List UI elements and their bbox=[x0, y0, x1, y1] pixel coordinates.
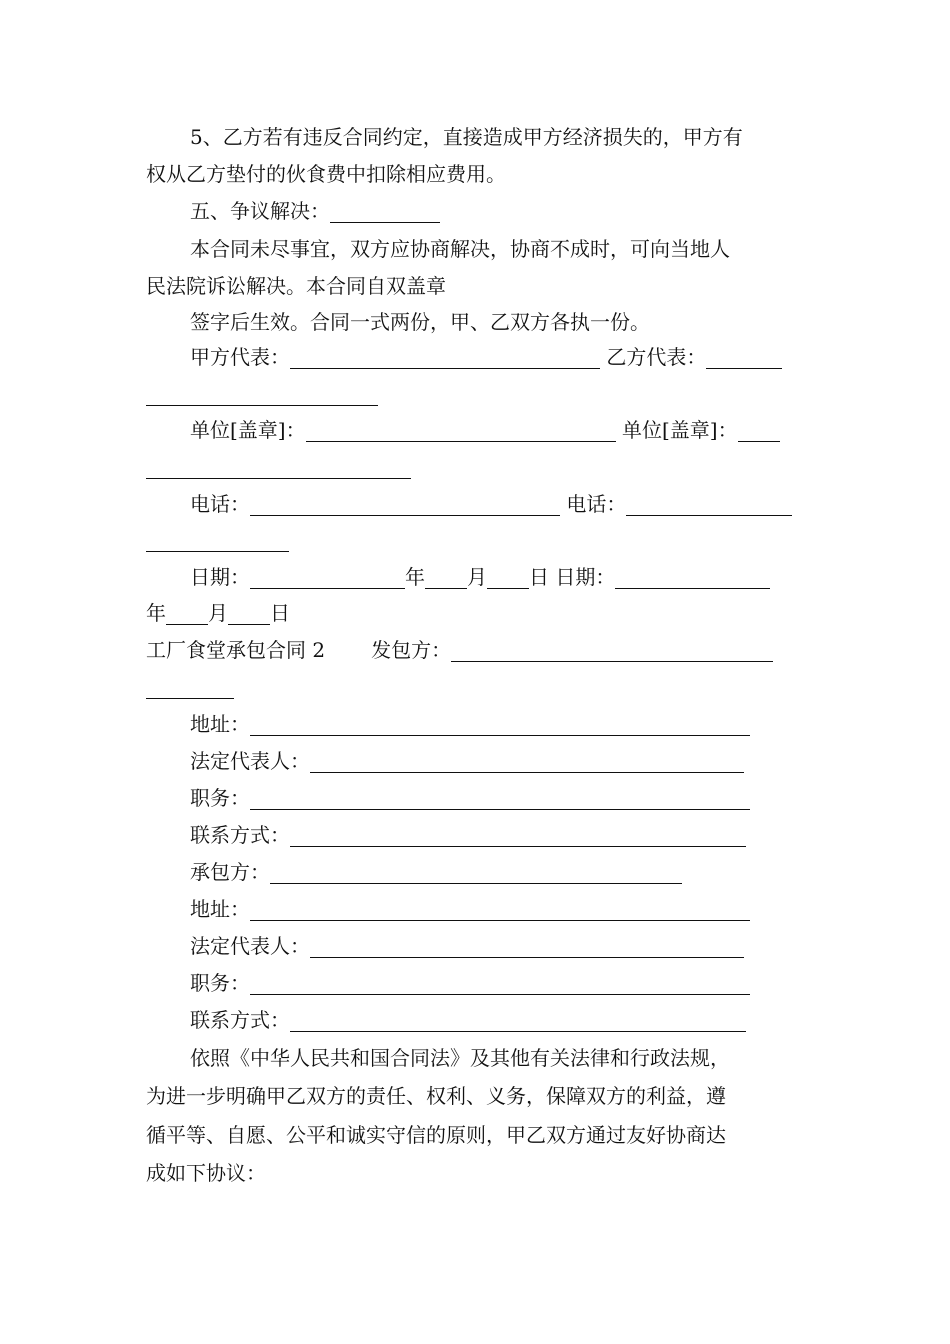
issuer-position-line bbox=[190, 780, 806, 817]
party-b-seal-label: 单位[盖章]： bbox=[621, 418, 738, 442]
contractor-position-label: 职务： bbox=[190, 971, 250, 995]
issuer-address-blank[interactable] bbox=[250, 711, 750, 736]
basis-line-2: 为进一步明确甲乙双方的责任、权利、义务，保障双方的利益，遵 bbox=[146, 1084, 726, 1108]
date-line bbox=[190, 559, 806, 596]
party-a-year-label: 年 bbox=[405, 565, 425, 589]
party-b-month-blank[interactable] bbox=[166, 600, 208, 625]
party-a-day-blank[interactable] bbox=[487, 564, 529, 589]
party-b-phone-blank-cont[interactable] bbox=[146, 527, 289, 552]
party-a-month-label: 月 bbox=[467, 565, 487, 589]
party-b-rep-blank-cont[interactable] bbox=[146, 381, 378, 406]
party-b-phone-blank[interactable] bbox=[626, 491, 792, 516]
seal-line-cont bbox=[146, 449, 806, 486]
issuer-label: 发包方： bbox=[371, 638, 452, 662]
party-a-day-label: 日 bbox=[529, 565, 549, 589]
representatives-line bbox=[190, 339, 806, 376]
contract-2-title-line bbox=[146, 632, 806, 669]
basis-line-4: 成如下协议： bbox=[146, 1161, 266, 1185]
contractor-address-label: 地址： bbox=[190, 897, 250, 921]
issuer-line-cont bbox=[146, 669, 806, 706]
party-b-rep-blank[interactable] bbox=[706, 344, 782, 369]
date-line-cont bbox=[146, 595, 806, 632]
issuer-position-blank[interactable] bbox=[250, 785, 750, 810]
issuer-address-line bbox=[190, 706, 806, 743]
party-b-month-label: 月 bbox=[208, 601, 228, 625]
dispute-blank[interactable] bbox=[330, 198, 440, 223]
phone-line bbox=[190, 486, 806, 523]
party-a-month-blank[interactable] bbox=[425, 564, 467, 589]
party-b-year-label: 年 bbox=[146, 601, 166, 625]
contractor-address-blank[interactable] bbox=[250, 896, 750, 921]
dispute-line-2: 民法院诉讼解决。本合同自双盖章 bbox=[146, 274, 446, 298]
party-b-seal-blank-cont[interactable] bbox=[146, 454, 411, 479]
party-b-date-label: 日期： bbox=[555, 565, 616, 589]
issuer-legal-rep-label: 法定代表人： bbox=[190, 749, 310, 773]
seal-line bbox=[190, 412, 806, 449]
party-a-seal-label: 单位[盖章]： bbox=[190, 418, 306, 442]
representatives-line-cont bbox=[146, 376, 806, 413]
party-b-rep-label: 乙方代表： bbox=[606, 345, 707, 369]
party-a-phone-label: 电话： bbox=[190, 492, 250, 516]
basis-line-1: 依照《中华人民共和国合同法》及其他有关法律和行政法规， bbox=[190, 1046, 730, 1070]
issuer-address-label: 地址： bbox=[190, 712, 250, 736]
contract-2-title: 工厂食堂承包合同 2 bbox=[146, 638, 326, 662]
contractor-position-line bbox=[190, 965, 806, 1002]
clause-5-line-2: 权从乙方垫付的伙食费中扣除相应费用。 bbox=[146, 162, 506, 186]
issuer-contact-blank[interactable] bbox=[290, 822, 746, 847]
contractor-contact-label: 联系方式： bbox=[190, 1008, 290, 1032]
party-b-day-blank[interactable] bbox=[228, 600, 270, 625]
party-b-seal-blank[interactable] bbox=[738, 417, 780, 442]
dispute-heading-line bbox=[190, 193, 806, 230]
contractor-legal-rep-line bbox=[190, 928, 806, 965]
issuer-blank-cont[interactable] bbox=[146, 674, 234, 699]
contractor-position-blank[interactable] bbox=[250, 970, 750, 995]
party-b-phone-label: 电话： bbox=[566, 492, 627, 516]
contractor-contact-line bbox=[190, 1002, 806, 1039]
party-a-year-blank[interactable] bbox=[250, 564, 405, 589]
party-b-day-label: 日 bbox=[270, 601, 290, 625]
contractor-line bbox=[190, 854, 806, 891]
party-a-phone-blank[interactable] bbox=[250, 491, 560, 516]
contractor-legal-rep-label: 法定代表人： bbox=[190, 934, 310, 958]
contractor-contact-blank[interactable] bbox=[290, 1007, 746, 1032]
contractor-label: 承包方： bbox=[190, 860, 270, 884]
issuer-position-label: 职务： bbox=[190, 786, 250, 810]
phone-line-cont bbox=[146, 522, 806, 559]
contractor-legal-rep-blank[interactable] bbox=[310, 933, 744, 958]
party-a-seal-blank[interactable] bbox=[306, 417, 616, 442]
party-a-rep-blank[interactable] bbox=[290, 344, 600, 369]
issuer-legal-rep-line bbox=[190, 743, 806, 780]
clause-5-line-1: 5、乙方若有违反合同约定，直接造成甲方经济损失的，甲方有 bbox=[190, 125, 743, 149]
dispute-heading: 五、争议解决： bbox=[190, 199, 330, 223]
issuer-legal-rep-blank[interactable] bbox=[310, 748, 744, 773]
issuer-contact-label: 联系方式： bbox=[190, 823, 290, 847]
dispute-line-1: 本合同未尽事宜，双方应协商解决，协商不成时，可向当地人 bbox=[190, 237, 730, 261]
party-a-rep-label: 甲方代表： bbox=[190, 345, 290, 369]
dispute-line-3: 签字后生效。合同一式两份，甲、乙双方各执一份。 bbox=[190, 310, 650, 334]
issuer-contact-line bbox=[190, 817, 806, 854]
basis-line-3: 循平等、自愿、公平和诚实守信的原则，甲乙双方通过友好协商达 bbox=[146, 1123, 726, 1147]
contractor-blank[interactable] bbox=[270, 859, 682, 884]
issuer-blank[interactable] bbox=[451, 637, 773, 662]
contractor-address-line bbox=[190, 891, 806, 928]
party-a-date-label: 日期： bbox=[190, 565, 250, 589]
party-b-date-blank[interactable] bbox=[615, 564, 770, 589]
